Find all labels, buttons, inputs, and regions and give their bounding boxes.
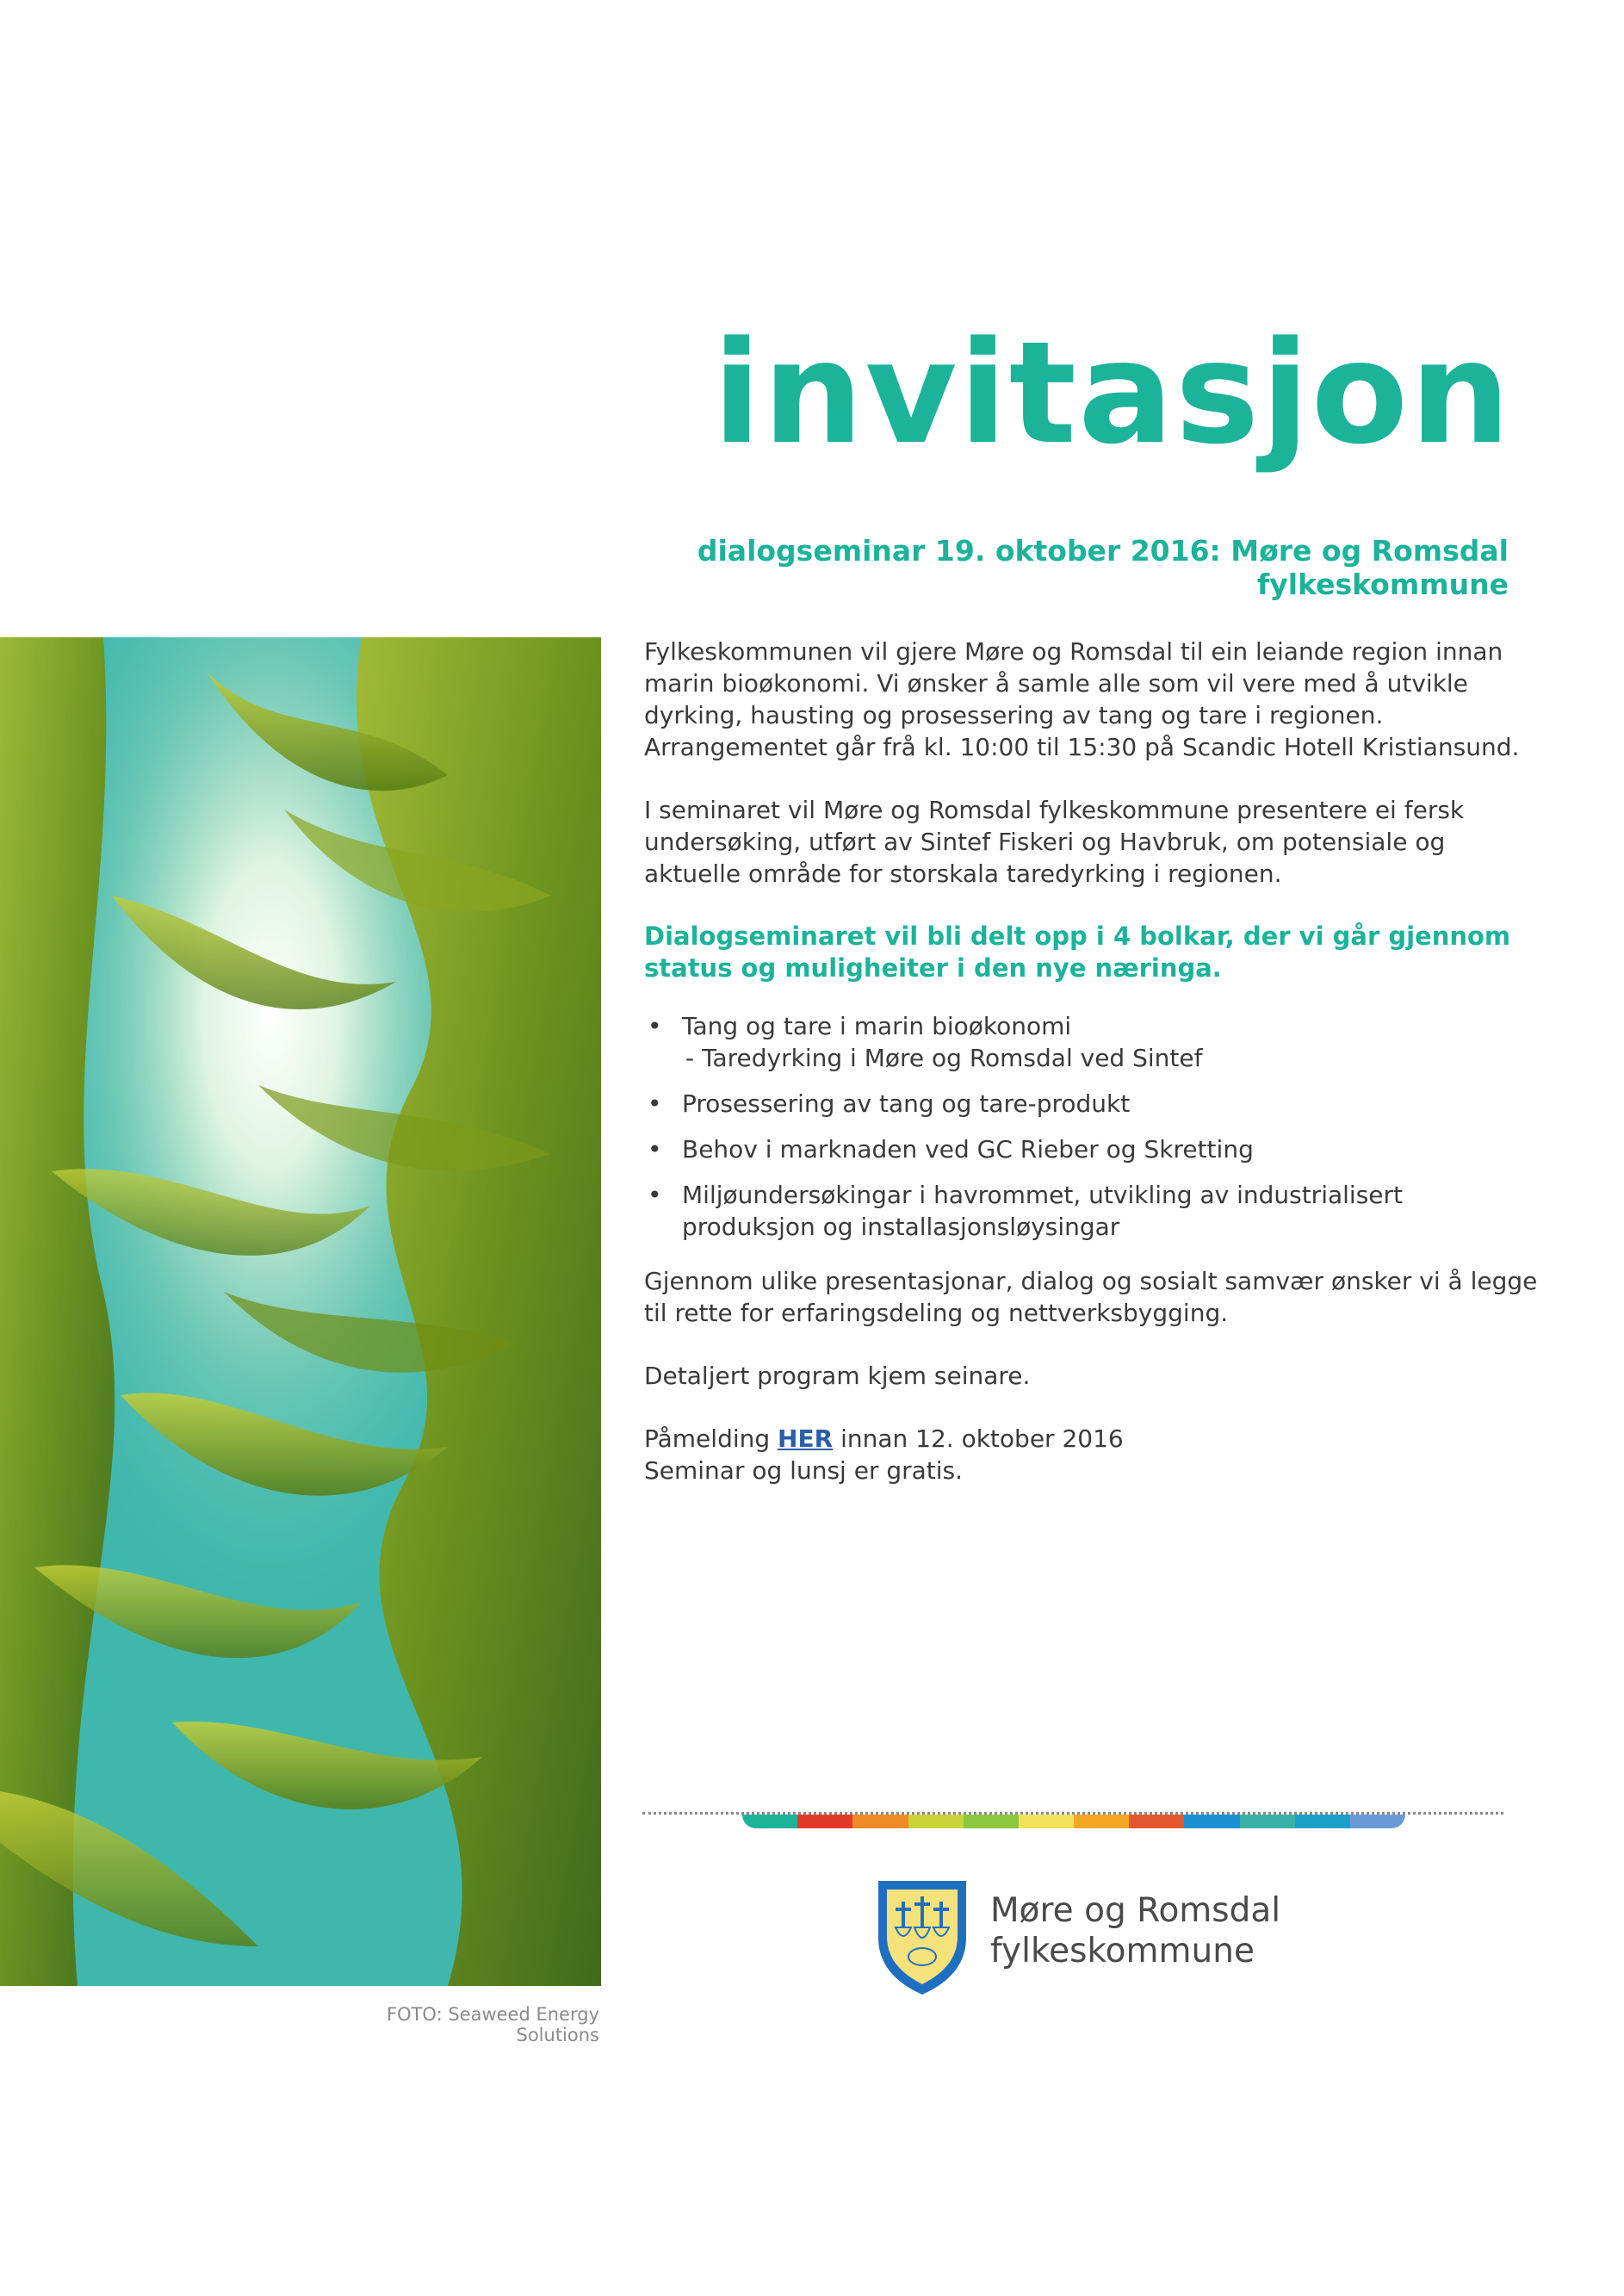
registration-link[interactable]: HER	[778, 1424, 834, 1453]
list-item	[644, 1179, 1540, 1243]
registration-line	[644, 1423, 1540, 1455]
registration-deadline: innan 12. oktober 2016	[840, 1424, 1124, 1453]
list-item-text: Prosessering av tang og tare-produkt	[682, 1089, 1131, 1118]
list-item	[644, 1088, 1540, 1120]
free-note: Seminar og lunsj er gratis.	[644, 1456, 964, 1485]
registration-prefix: Påmelding	[644, 1424, 771, 1453]
intro-paragraph: Fylkeskommunen vil gjere Møre og Romsdal til ein leiande region innan marin bioøkonomi. Vi ønsker å samle alle som vil vere med å utvikle dyrking, hausting og prosessering av tang og tare i regionen. Arrangementet går frå kl. 10:00 til 15:30 på Scandic Hotell Kristiansund.	[644, 637, 1520, 761]
photo-credit: FOTO: Seaweed Energy Solutions	[386, 2004, 599, 2045]
program-lead: Dialogseminaret vil bli delt opp i 4 bolkar, der vi går gjennom status og muligheiter i den nye næringa.	[644, 922, 1511, 983]
event-subtitle: dialogseminar 19. oktober 2016: Møre og Romsdal fylkeskommune	[697, 534, 1509, 601]
list-item-text: Tang og tare i marin bioøkonomi	[682, 1012, 1072, 1040]
color-stripe	[742, 1815, 1405, 1828]
topics-list	[644, 1010, 1540, 1243]
closing-paragraph: Gjennom ulike presentasjonar, dialog og sosialt samvær ønsker vi å legge til rette for erfaringsdeling og nettverksbygging.	[644, 1267, 1538, 1327]
list-item	[644, 1133, 1540, 1165]
seminar-paragraph: I seminaret vil Møre og Romsdal fylkeskommune presentere ei fersk undersøking, utført av Sintef Fiskeri og Havbruk, om potensiale og aktuelle område for storskala taredyrking i regionen.	[644, 796, 1465, 888]
logo-wordmark	[990, 1890, 1280, 1971]
invitation-title: invitasjon	[712, 311, 1512, 475]
list-item-text: Miljøundersøkingar i havrommet, utvikling av industrialisert produksjon og installasjonsløysingar	[682, 1181, 1403, 1241]
main-content	[644, 636, 1540, 1486]
seaweed-photo	[0, 637, 601, 1986]
coat-of-arms-icon	[875, 1877, 970, 1998]
list-item-text: Behov i marknaden ved GC Rieber og Skretting	[682, 1135, 1254, 1164]
list-item-subtext: - Taredyrking i Møre og Romsdal ved Sintef	[685, 1044, 1203, 1072]
list-item	[644, 1010, 1540, 1074]
program-note: Detaljert program kjem seinare.	[644, 1362, 1031, 1390]
county-logo	[875, 1877, 1323, 1998]
logo-line-2: fylkeskommune	[990, 1932, 1255, 1970]
logo-line-1: Møre og Romsdal	[990, 1891, 1281, 1930]
